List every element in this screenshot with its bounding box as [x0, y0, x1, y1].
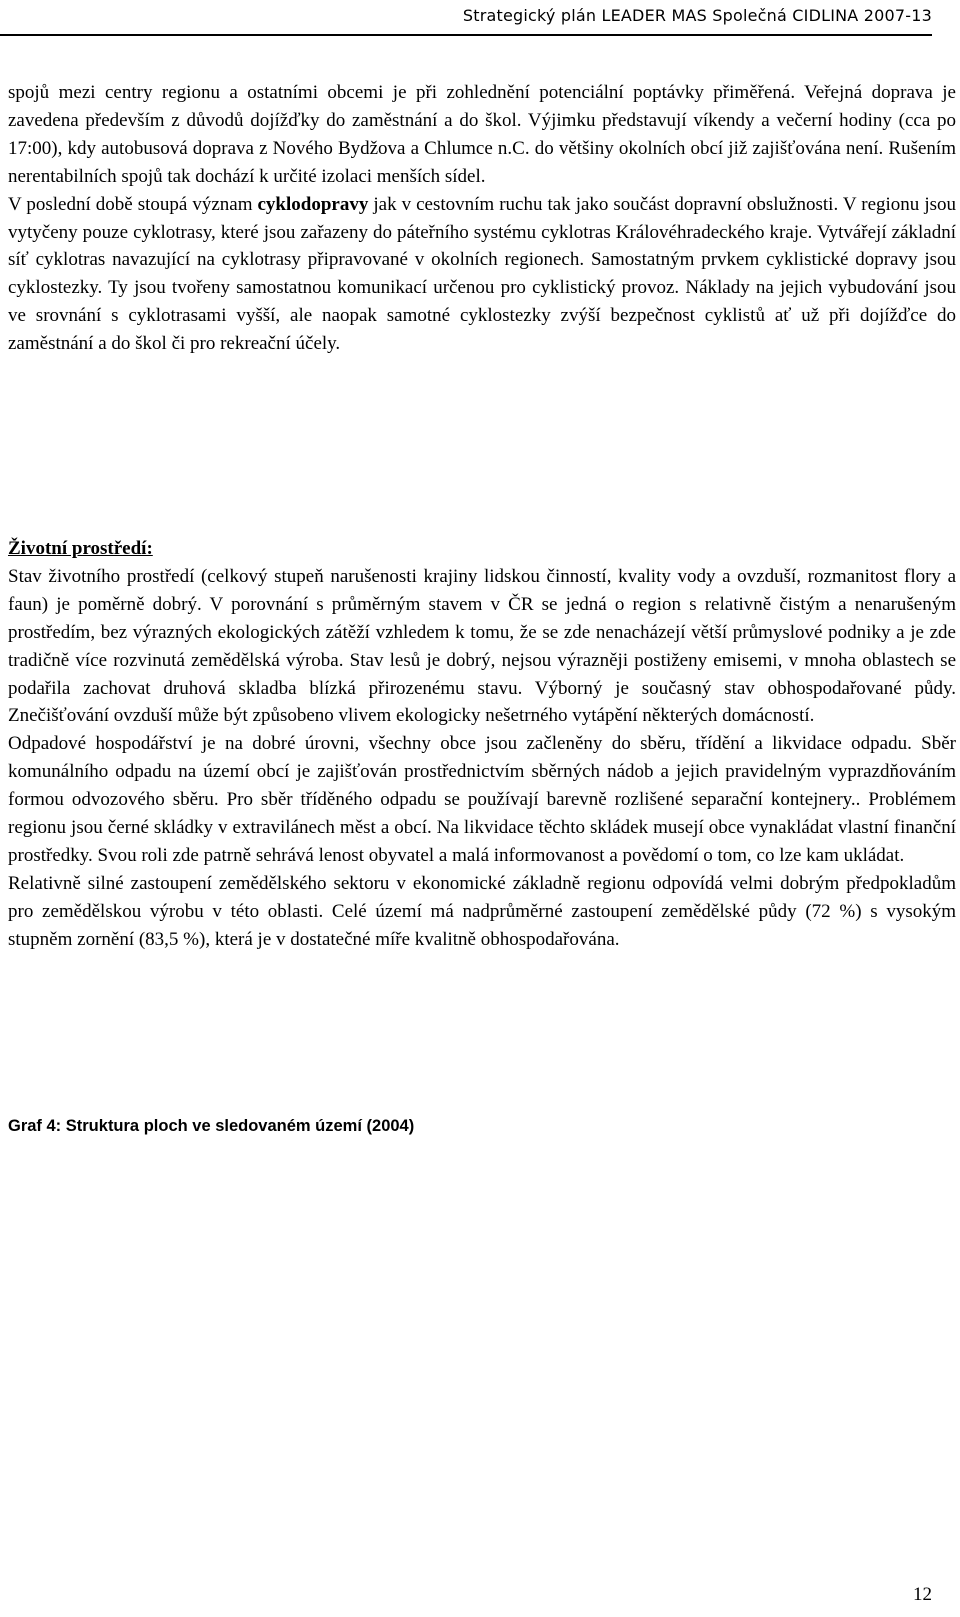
paragraph-public-transport: spojů mezi centry regionu a ostatními obcemi je při zohlednění potenciální poptávky přiměřená. Veřejná doprava je zavedena především z důvodů dojížďky do zaměstnání a do škol. Výjimku představují víkendy a večerní hodiny (cca po 17:00), kdy autobusová doprava z Nového Bydžova a Chlumce n.C. do většiny okolních obcí již zajišťována není. Rušením nerentabilních spojů tak dochází k určité izolaci menších sídel. — [8, 82, 956, 187]
paragraph-environment: Stav životního prostředí (celkový stupeň narušenosti krajiny lidskou činností, kvality vody a ovzduší, rozmanitost flory a faun) je poměrně dobrý. V porovnání s průměrným stavem v ČR se jedná o region s relativně čistým a nenarušeným prostředím, bez výrazných ekologických zátěží vzhledem k tomu, že se zde nenacházejí větší průmyslové podniky a je zde tradičně více rozvinutá zemědělská výroba. Stav lesů je dobrý, nejsou výrazněji postiženy emisemi, v mnoha oblastech se podařila zachovat druhová skladba blízká přirozenému stavu. Výborný je současný stav obhospodařované půdy. Znečišťování ovzduší může být způsobeno vlivem ekologicky nešetrného vytápění některých domácností. — [8, 565, 956, 727]
cycling-text-post: jak v cestovním ruchu tak jako součást dopravní obslužnosti. V regionu jsou vytyčeny pouze cyklotrasy, které jsou zařazeny do páteřního systému cyklotras Královéhradeckého kraje. Vytvářejí základní síť cyklotras navazující na cyklotrasy připravované v okolních regionech. Samostatným prvkem cyklistické dopravy jsou cyklostezky. Ty jsou tvořeny samostatnou komunikací určenou pro cyklistický provoz. Náklady na jejich vybudování jsou ve srovnání s cyklotrasami vyšší, ale naopak samotné cyklostezky zvýší bezpečnost cyklistů ať už při dojížďce do zaměstnání a do škol či pro rekreační účely. — [8, 193, 956, 355]
paragraph-cycling — [8, 191, 956, 358]
cycling-keyword: cyklodopravy — [257, 193, 369, 215]
paragraph-agriculture: Relativně silné zastoupení zemědělského sektoru v ekonomické základně regionu odpovídá velmi dobrým předpokladům pro zemědělskou výrobu v této oblasti. Celé území má nadprůměrné zastoupení zemědělské půdy (72 %) s vysokým stupněm zornění (83,5 %), která je v dostatečné míře kvalitně obhospodařována. — [8, 872, 956, 950]
figure-caption: Graf 4: Struktura ploch ve sledovaném území (2004) — [8, 1117, 415, 1135]
header-rule — [0, 34, 932, 36]
cycling-text-pre: V poslední době stoupá význam — [8, 193, 258, 215]
running-header: Strategický plán LEADER MAS Společná CIDLINA 2007-13 — [462, 6, 932, 25]
section-heading: Životní prostředí: — [8, 538, 153, 559]
page-number: 12 — [913, 1584, 932, 1605]
section-environment — [8, 535, 956, 954]
section-transport — [8, 79, 956, 358]
paragraph-waste: Odpadové hospodářství je na dobré úrovni, všechny obce jsou začleněny do sběru, třídění a likvidace odpadu. Sběr komunálního odpadu na území obcí je zajišťován prostřednictvím sběrných nádob a jejich pravidelným vyprazdňováním formou odvozového sběru. Pro sběr tříděného odpadu se používají barevně rozlišené separační kontejnery.. Problémem regionu jsou černé skládky v extravilánech měst a obcí. Na likvidace těchto skládek musejí obce vynakládat vlastní finanční prostředky. Svou roli zde patrně sehrává lenost obyvatel a malá informovanost a povědomí o tom, co lze kam ukládat. — [8, 733, 956, 866]
